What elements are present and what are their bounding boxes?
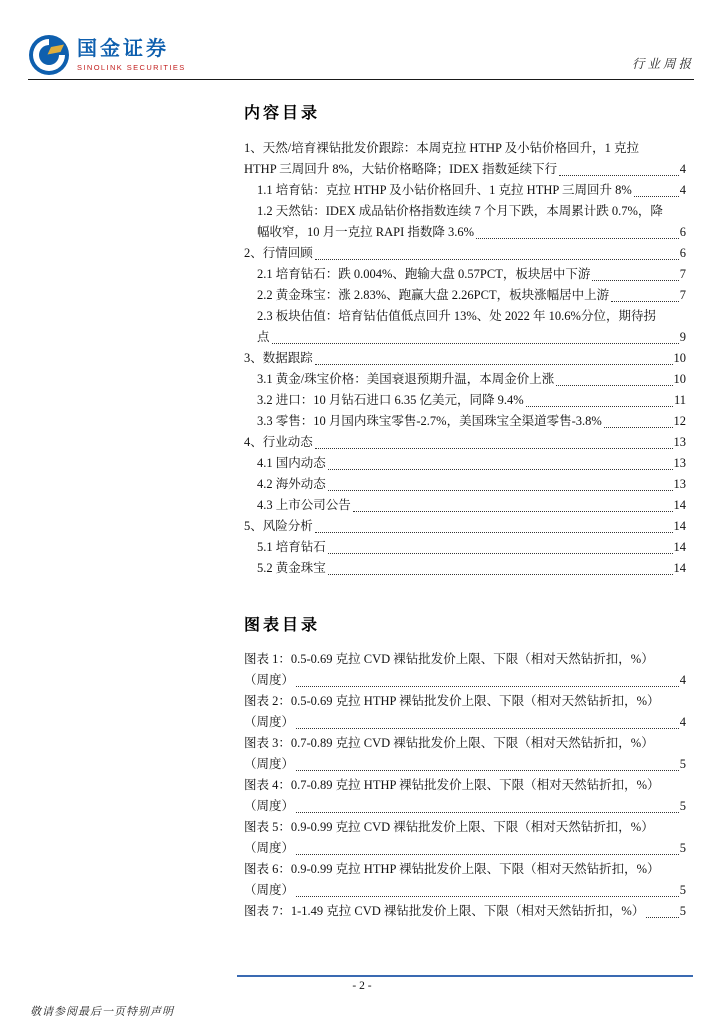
toc-entry-text: 图表 5：0.9-0.99 克拉 CVD 裸钻批发价上限、下限（相对天然钻折扣，%） [244, 820, 654, 834]
toc-page-ref: 14 [673, 498, 686, 512]
toc-entry-text: 4.2 海外动态 [257, 477, 326, 491]
toc-entry-text: HTHP 三周回升 8%，大钻价格略降；IDEX 指数延续下行 [244, 162, 558, 176]
toc-leader-dots [526, 406, 673, 407]
toc-content [244, 100, 686, 922]
toc-entry-row [257, 474, 686, 495]
toc-entry-text: 图表 6：0.9-0.99 克拉 HTHP 裸钻批发价上限、下限（相对天然钻折扣，%） [244, 862, 660, 876]
toc-leader-dots [611, 301, 679, 302]
toc-entry-row [257, 222, 686, 243]
toc-entry-text: 3.3 零售：10 月国内珠宝零售-2.7%，美国珠宝全渠道零售-3.8% [257, 414, 602, 428]
toc-entry-text: 5.2 黄金珠宝 [257, 561, 326, 575]
toc-leader-dots [328, 490, 673, 491]
toc-entry-text: （周度） [244, 883, 295, 897]
toc-leader-dots [476, 238, 679, 239]
toc-entry-row [244, 838, 686, 859]
toc-entry [244, 495, 686, 516]
toc-page-ref: 6 [679, 246, 686, 260]
contents-title: 内容目录 [244, 105, 321, 122]
toc-entry-text: 5、风险分析 [244, 519, 313, 533]
toc-entry [244, 369, 686, 390]
toc-leader-dots [315, 259, 679, 260]
toc-leader-dots [315, 532, 673, 533]
toc-entry-row [257, 264, 686, 285]
toc-entry [244, 201, 686, 243]
toc-leader-dots [559, 175, 679, 176]
brand-text [77, 38, 186, 72]
toc-page-ref: 14 [673, 519, 686, 533]
toc-page-ref: 7 [679, 288, 686, 302]
toc-page-ref: 5 [679, 757, 686, 771]
toc-page-ref: 14 [673, 561, 686, 575]
report-type-label: 行业周报 [631, 57, 694, 71]
toc-entry [244, 264, 686, 285]
toc-leader-dots [272, 343, 679, 344]
toc-leader-dots [328, 553, 673, 554]
toc-leader-dots [296, 770, 679, 771]
toc-page-ref: 4 [679, 673, 686, 687]
toc-entry [244, 558, 686, 579]
figure-entry [244, 733, 686, 775]
toc-entry-row [244, 712, 686, 733]
toc-leader-dots [296, 896, 679, 897]
toc-entry [244, 243, 686, 264]
toc-entry-row [257, 537, 686, 558]
toc-entry-text: 5.1 培育钻石 [257, 540, 326, 554]
toc-entry-text: 图表 1：0.5-0.69 克拉 CVD 裸钻批发价上限、下限（相对天然钻折扣，%） [244, 652, 654, 666]
toc-entry [244, 348, 686, 369]
toc-entry-row [244, 754, 686, 775]
toc-page-ref: 13 [673, 477, 686, 491]
toc-entry-row [244, 796, 686, 817]
toc-leader-dots [556, 385, 672, 386]
toc-page-ref: 5 [679, 883, 686, 897]
toc-entry-text: （周度） [244, 841, 295, 855]
toc-leader-dots [634, 196, 679, 197]
toc-page-ref: 4 [679, 162, 686, 176]
toc-entry-text: 2.2 黄金珠宝：涨 2.83%、跑赢大盘 2.26PCT，板块涨幅居中上游 [257, 288, 610, 302]
toc-page-ref: 11 [673, 393, 686, 407]
toc-page-ref: 4 [679, 715, 686, 729]
toc-entry-row [257, 411, 686, 432]
toc-entry-text: 2.1 培育钻石：跌 0.004%、跑输大盘 0.57PCT，板块居中下游 [257, 267, 591, 281]
header-divider [28, 79, 694, 80]
toc-page-ref: 12 [673, 414, 686, 428]
figure-entry [244, 775, 686, 817]
toc-leader-dots [646, 917, 678, 918]
toc-page-ref: 13 [673, 435, 686, 449]
toc-entry-text: 图表 7：1-1.49 克拉 CVD 裸钻批发价上限、下限（相对天然钻折扣，%） [244, 904, 645, 918]
toc-entry-text: 1.1 培育钻：克拉 HTHP 及小钻价格回升、1 克拉 HTHP 三周回升 8% [257, 183, 632, 197]
toc-page-ref: 5 [679, 841, 686, 855]
toc-page-ref: 10 [673, 351, 686, 365]
footer-divider [237, 975, 693, 977]
figure-entry [244, 859, 686, 901]
toc-entry-text: 3.2 进口：10 月钻石进口 6.35 亿美元，同降 9.4% [257, 393, 524, 407]
toc-entry [244, 390, 686, 411]
toc-entry-row [244, 348, 686, 369]
brand-subtitle: SINOLINK SECURITIES [77, 63, 186, 72]
toc-leader-dots [296, 686, 679, 687]
toc-entry-row [257, 558, 686, 579]
toc-leader-dots [315, 364, 673, 365]
toc-entry-text: 1.2 天然钻：IDEX 成品钻价格指数连续 7 个月下跌，本周累计跌 0.7%，降 [257, 204, 663, 218]
figure-entry [244, 649, 686, 691]
toc-entry [244, 285, 686, 306]
toc-entry-text: 1、天然/培育裸钻批发价跟踪：本周克拉 HTHP 及小钻价格回升，1 克拉 [244, 141, 640, 155]
page-number: - 2 - [352, 980, 372, 992]
toc-page-ref: 14 [673, 540, 686, 554]
toc-page-ref: 13 [673, 456, 686, 470]
toc-entry [244, 306, 686, 348]
toc-entry-row [244, 670, 686, 691]
toc-entry [244, 474, 686, 495]
toc-entry-text: 幅收窄，10 月一克拉 RAPI 指数降 3.6% [257, 225, 475, 239]
toc-entry-text: 3、数据跟踪 [244, 351, 313, 365]
report-header [28, 34, 694, 76]
toc-entry-text: 4.3 上市公司公告 [257, 498, 351, 512]
toc-entry-row [257, 369, 686, 390]
footer-disclaimer: 敬请参阅最后一页特别声明 [30, 1006, 174, 1018]
toc-entry-text: （周度） [244, 673, 295, 687]
toc-leader-dots [353, 511, 673, 512]
figures-list [244, 649, 686, 922]
toc-page-ref: 5 [679, 904, 686, 918]
toc-leader-dots [296, 728, 679, 729]
toc-entry [244, 537, 686, 558]
toc-entry [244, 180, 686, 201]
toc-entry-row [244, 159, 686, 180]
toc-entry-row [244, 901, 686, 922]
toc-entry-text: 3.1 黄金/珠宝价格：美国衰退预期升温，本周金价上涨 [257, 372, 555, 386]
toc-entry-row [244, 880, 686, 901]
toc-entry-row [257, 327, 686, 348]
toc-page-ref: 7 [679, 267, 686, 281]
toc-entry-row [257, 495, 686, 516]
toc-entry-text: （周度） [244, 715, 295, 729]
toc-leader-dots [296, 854, 679, 855]
toc-entry-text: 图表 2：0.5-0.69 克拉 HTHP 裸钻批发价上限、下限（相对天然钻折扣，%） [244, 694, 660, 708]
toc-leader-dots [592, 280, 678, 281]
toc-entry-text: 4、行业动态 [244, 435, 313, 449]
figures-title: 图表目录 [244, 617, 321, 634]
toc-leader-dots [296, 812, 679, 813]
toc-entry-row [257, 285, 686, 306]
toc-entry-row [257, 180, 686, 201]
toc-entry-text: 图表 4：0.7-0.89 克拉 HTHP 裸钻批发价上限、下限（相对天然钻折扣，%） [244, 778, 660, 792]
toc-entry-row [257, 453, 686, 474]
figure-entry [244, 691, 686, 733]
toc-entry-row [257, 390, 686, 411]
toc-entry [244, 138, 686, 180]
figure-entry [244, 901, 686, 922]
toc-leader-dots [328, 574, 673, 575]
toc-entry-text: 图表 3：0.7-0.89 克拉 CVD 裸钻批发价上限、下限（相对天然钻折扣，%） [244, 736, 654, 750]
toc-leader-dots [328, 469, 673, 470]
toc-entry [244, 453, 686, 474]
toc-entry-text: （周度） [244, 799, 295, 813]
toc-entry-text: 点 [257, 330, 270, 344]
toc-page-ref: 4 [679, 183, 686, 197]
toc-entry [244, 516, 686, 537]
toc-entry-text: 2、行情回顾 [244, 246, 313, 260]
sinolink-logo-icon [28, 34, 70, 76]
brand-name: 国金证券 [77, 38, 169, 60]
toc-page-ref: 6 [679, 225, 686, 239]
toc-leader-dots [604, 427, 673, 428]
toc-page-ref: 5 [679, 799, 686, 813]
toc-entry-row [244, 432, 686, 453]
toc-entry [244, 432, 686, 453]
figure-entry [244, 817, 686, 859]
toc-entry-row [244, 243, 686, 264]
toc-entry [244, 411, 686, 432]
toc-page-ref: 10 [673, 372, 686, 386]
toc-entry-text: 2.3 板块估值：培育钻估值低点回升 13%、处 2022 年 10.6%分位，期待拐 [257, 309, 656, 323]
contents-list [244, 138, 686, 579]
brand-block [28, 34, 186, 76]
toc-entry-text: （周度） [244, 757, 295, 771]
toc-entry-text: 4.1 国内动态 [257, 456, 326, 470]
toc-leader-dots [315, 448, 673, 449]
toc-page-ref: 9 [679, 330, 686, 344]
toc-entry-row [244, 516, 686, 537]
